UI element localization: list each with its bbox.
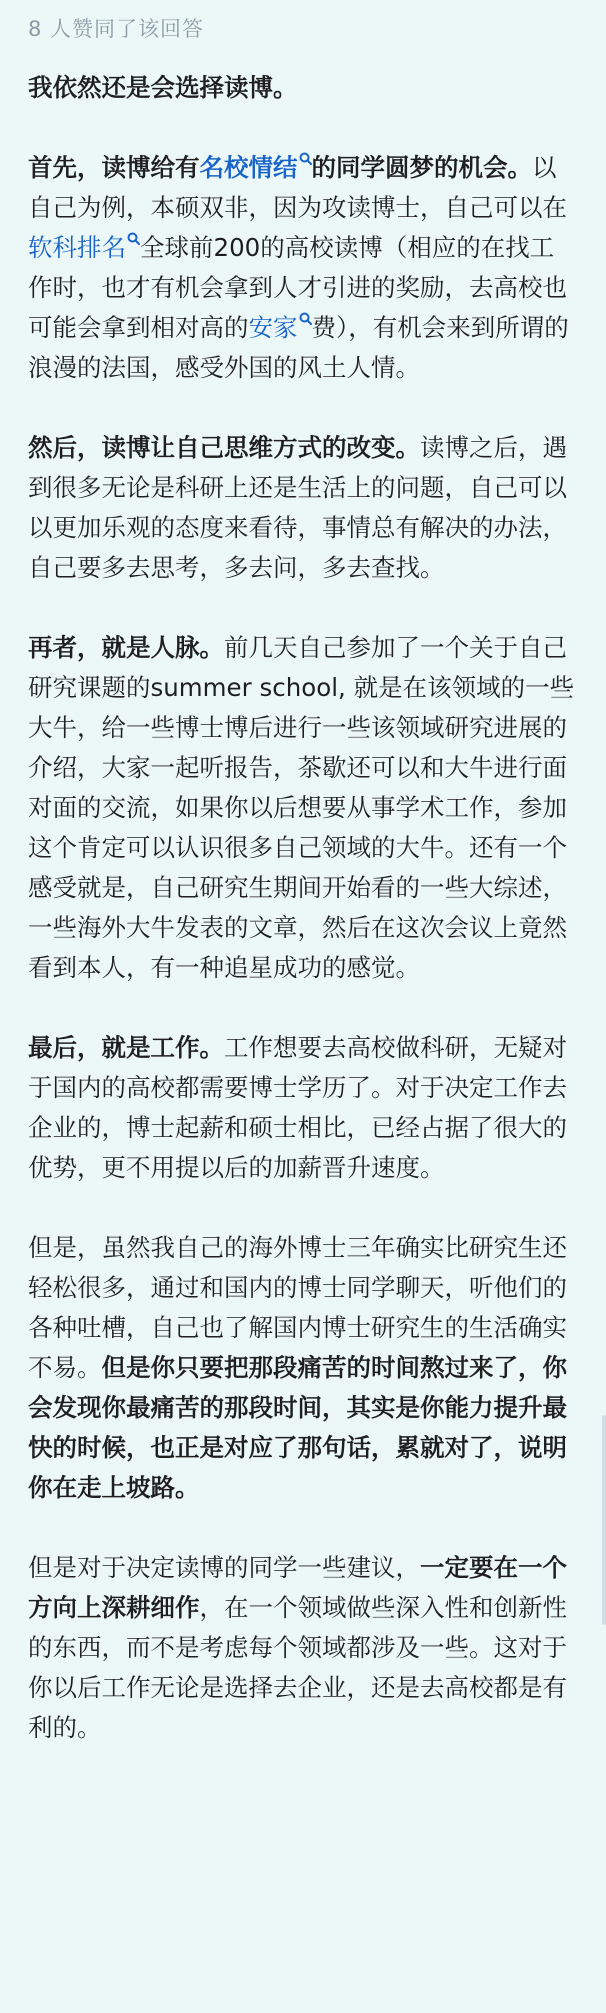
paragraph-5	[28, 1228, 578, 1508]
keyword-link-ruanke[interactable]	[28, 233, 140, 262]
keyword-link-label: 软科排名	[28, 233, 126, 262]
search-icon	[127, 232, 140, 249]
p1-lead-tail: 的同学圆梦的机会。	[311, 153, 532, 182]
paragraph-4	[28, 1028, 578, 1188]
paragraph-1	[28, 148, 578, 388]
intro-paragraph: 我依然还是会选择读博。	[28, 73, 298, 102]
p2-lead: 然后，读博让自己思维方式的改变。	[28, 433, 420, 462]
p6-bold: 一定要在一个方向上深耕细作	[28, 1553, 567, 1622]
p4-lead: 最后，就是工作。	[28, 1033, 224, 1062]
answer-content	[28, 68, 578, 1788]
p6-text-1: 但是对于决定读博的同学一些建议，	[28, 1553, 420, 1582]
p4-text: 工作想要去高校做科研，无疑对于国内的高校都需要博士学历了。对于决定工作去企业的，博士起薪和硕士相比，已经占据了很大的优势，更不用提以后的加薪晋升速度。	[28, 1033, 567, 1182]
p6-text-2: ，在一个领域做些深入性和创新性的东西，而不是考虑每个领域都涉及一些。这对于你以后工作无论是选择去企业，还是去高校都是有利的。	[28, 1593, 567, 1742]
p2-text: 读博之后，遇到很多无论是科研上还是生活上的问题，自己可以以更加乐观的态度来看待，事情总有解决的办法，自己要多去思考，多去问，多去查找。	[28, 433, 567, 582]
scrollbar[interactable]	[602, 1415, 606, 1625]
keyword-link-label: 名校情结	[199, 153, 298, 182]
search-icon	[299, 152, 312, 169]
keyword-link-mingxiao[interactable]	[200, 153, 312, 182]
upvote-count[interactable]: 8 人赞同了该回答	[28, 17, 205, 41]
paragraph-2	[28, 428, 578, 588]
search-icon	[299, 312, 312, 329]
p3-lead: 再者，就是人脉。	[28, 633, 224, 662]
keyword-link-label: 安家	[248, 313, 298, 342]
p1-lead: 首先，读博给有	[28, 153, 200, 182]
p1-text-2: 全球前200的高校读博（相应的在找工作时，也才有机会拿到人才引进的奖励，去高校也可能会拿到相对高的	[28, 233, 567, 342]
p1-text-1: 以自己为例，本硕双非，因为攻读博士，自己可以在	[28, 153, 567, 222]
paragraph-6	[28, 1548, 578, 1748]
p5-bold: 但是你只要把那段痛苦的时间熬过来了，你会发现你最痛苦的那段时间，其实是你能力提升最快的时候，也正是对应了那句话，累就对了，说明你在走上坡路。	[28, 1353, 567, 1502]
keyword-link-anjia[interactable]	[249, 313, 312, 342]
paragraph-3	[28, 628, 578, 988]
p5-text: 但是，虽然我自己的海外博士三年确实比研究生还轻松很多，通过和国内的博士同学聊天，听他们的各种吐槽，自己也了解国内博士研究生的生活确实不易。	[28, 1233, 567, 1382]
p1-text-3: 费），有机会来到所谓的浪漫的法国，感受外国的风土人情。	[28, 313, 569, 382]
p3-text: 前几天自己参加了一个关于自己研究课题的summer school, 就是在该领域的一些大牛，给一些博士博后进行一些该领域研究进展的介绍，大家一起听报告，茶歇还可以和大牛进行面对面的交流，如果你以后想要从事学术工作，参加这个肯定可以认识很多自己领域的大牛。还有一个感受就是，自己研究生期间开始看的一些大综述，一些海外大牛发表的文章，然后在这次会议上竟然看到本人，有一种追星成功的感觉。	[28, 633, 575, 982]
